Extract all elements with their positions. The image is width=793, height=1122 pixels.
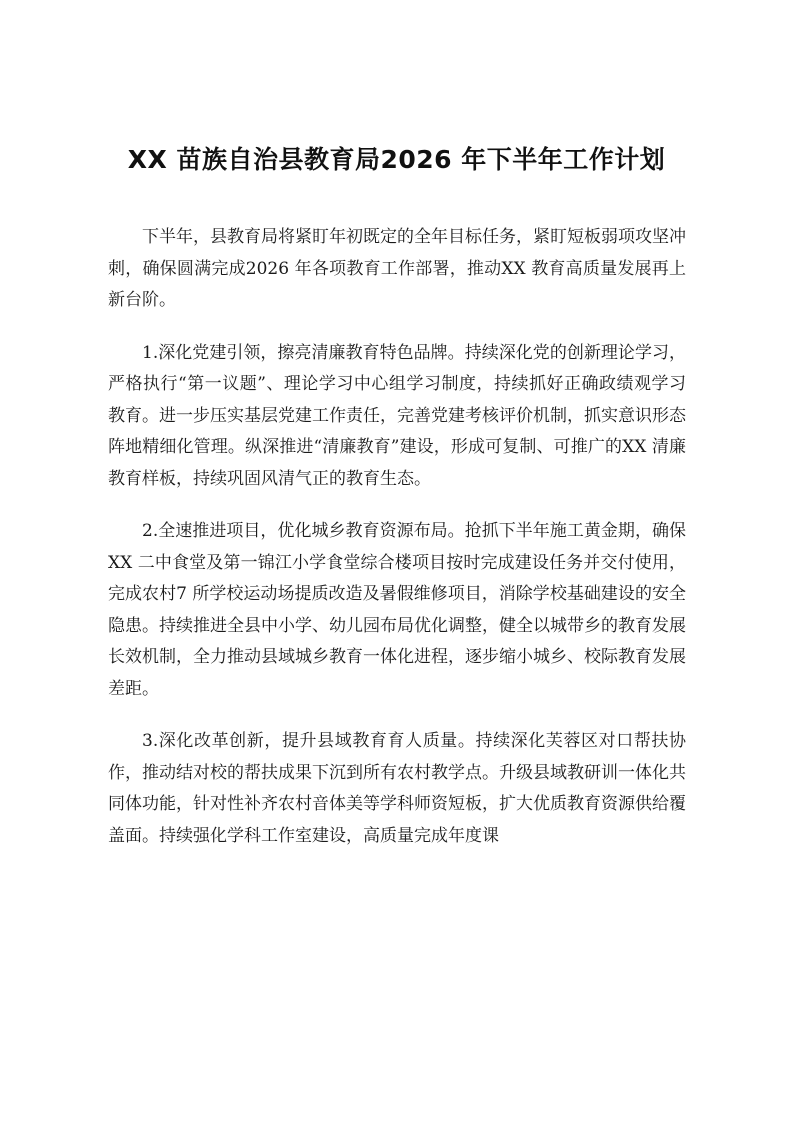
document-body [108,222,686,873]
paragraph-party-building: 1.深化党建引领，擦亮清廉教育特色品牌。持续深化党的创新理论学习，严格执行“第一议题”、理论学习中心组学习制度，持续抓好正确政绩观学习教育。进一步压实基层党建工作责任，完善党建考核评价机制，抓实意识形态阵地精细化管理。纵深推进“清廉教育”建设，形成可复制、可推广的XX 清廉教育样板，持续巩固风清气正的教育生态。 [108,342,686,489]
intro-paragraph: 下半年，县教育局将紧盯年初既定的全年目标任务，紧盯短板弱项攻坚冲刺，确保圆满完成2026 年各项教育工作部署，推动XX 教育高质量发展再上新台阶。 [108,227,686,310]
paragraph-projects: 2.全速推进项目，优化城乡教育资源布局。抢抓下半年施工黄金期，确保XX 二中食堂及第一锦江小学食堂综合楼项目按时完成建设任务并交付使用，完成农村7 所学校运动场提质改造及暑假维修项目，消除学校基础建设的安全隐患。持续推进全县中小学、幼儿园布局优化调整，健全以城带乡的教育发展长效机制，全力推动县域城乡教育一体化进程，逐步缩小城乡、校际教育发展差距。 [108,521,686,699]
document-title: XX 苗族自治县教育局2026 年下半年工作计划 [127,145,666,174]
paragraph-reform: 3.深化改革创新，提升县域教育育人质量。持续深化芙蓉区对口帮扶协作，推动结对校的帮扶成果下沉到所有农村教学点。升级县域教研训一体化共同体功能，针对性补齐农村音体美等学科师资短板，扩大优质教育资源供给覆盖面。持续强化学科工作室建设，高质量完成年度课 [108,731,686,846]
